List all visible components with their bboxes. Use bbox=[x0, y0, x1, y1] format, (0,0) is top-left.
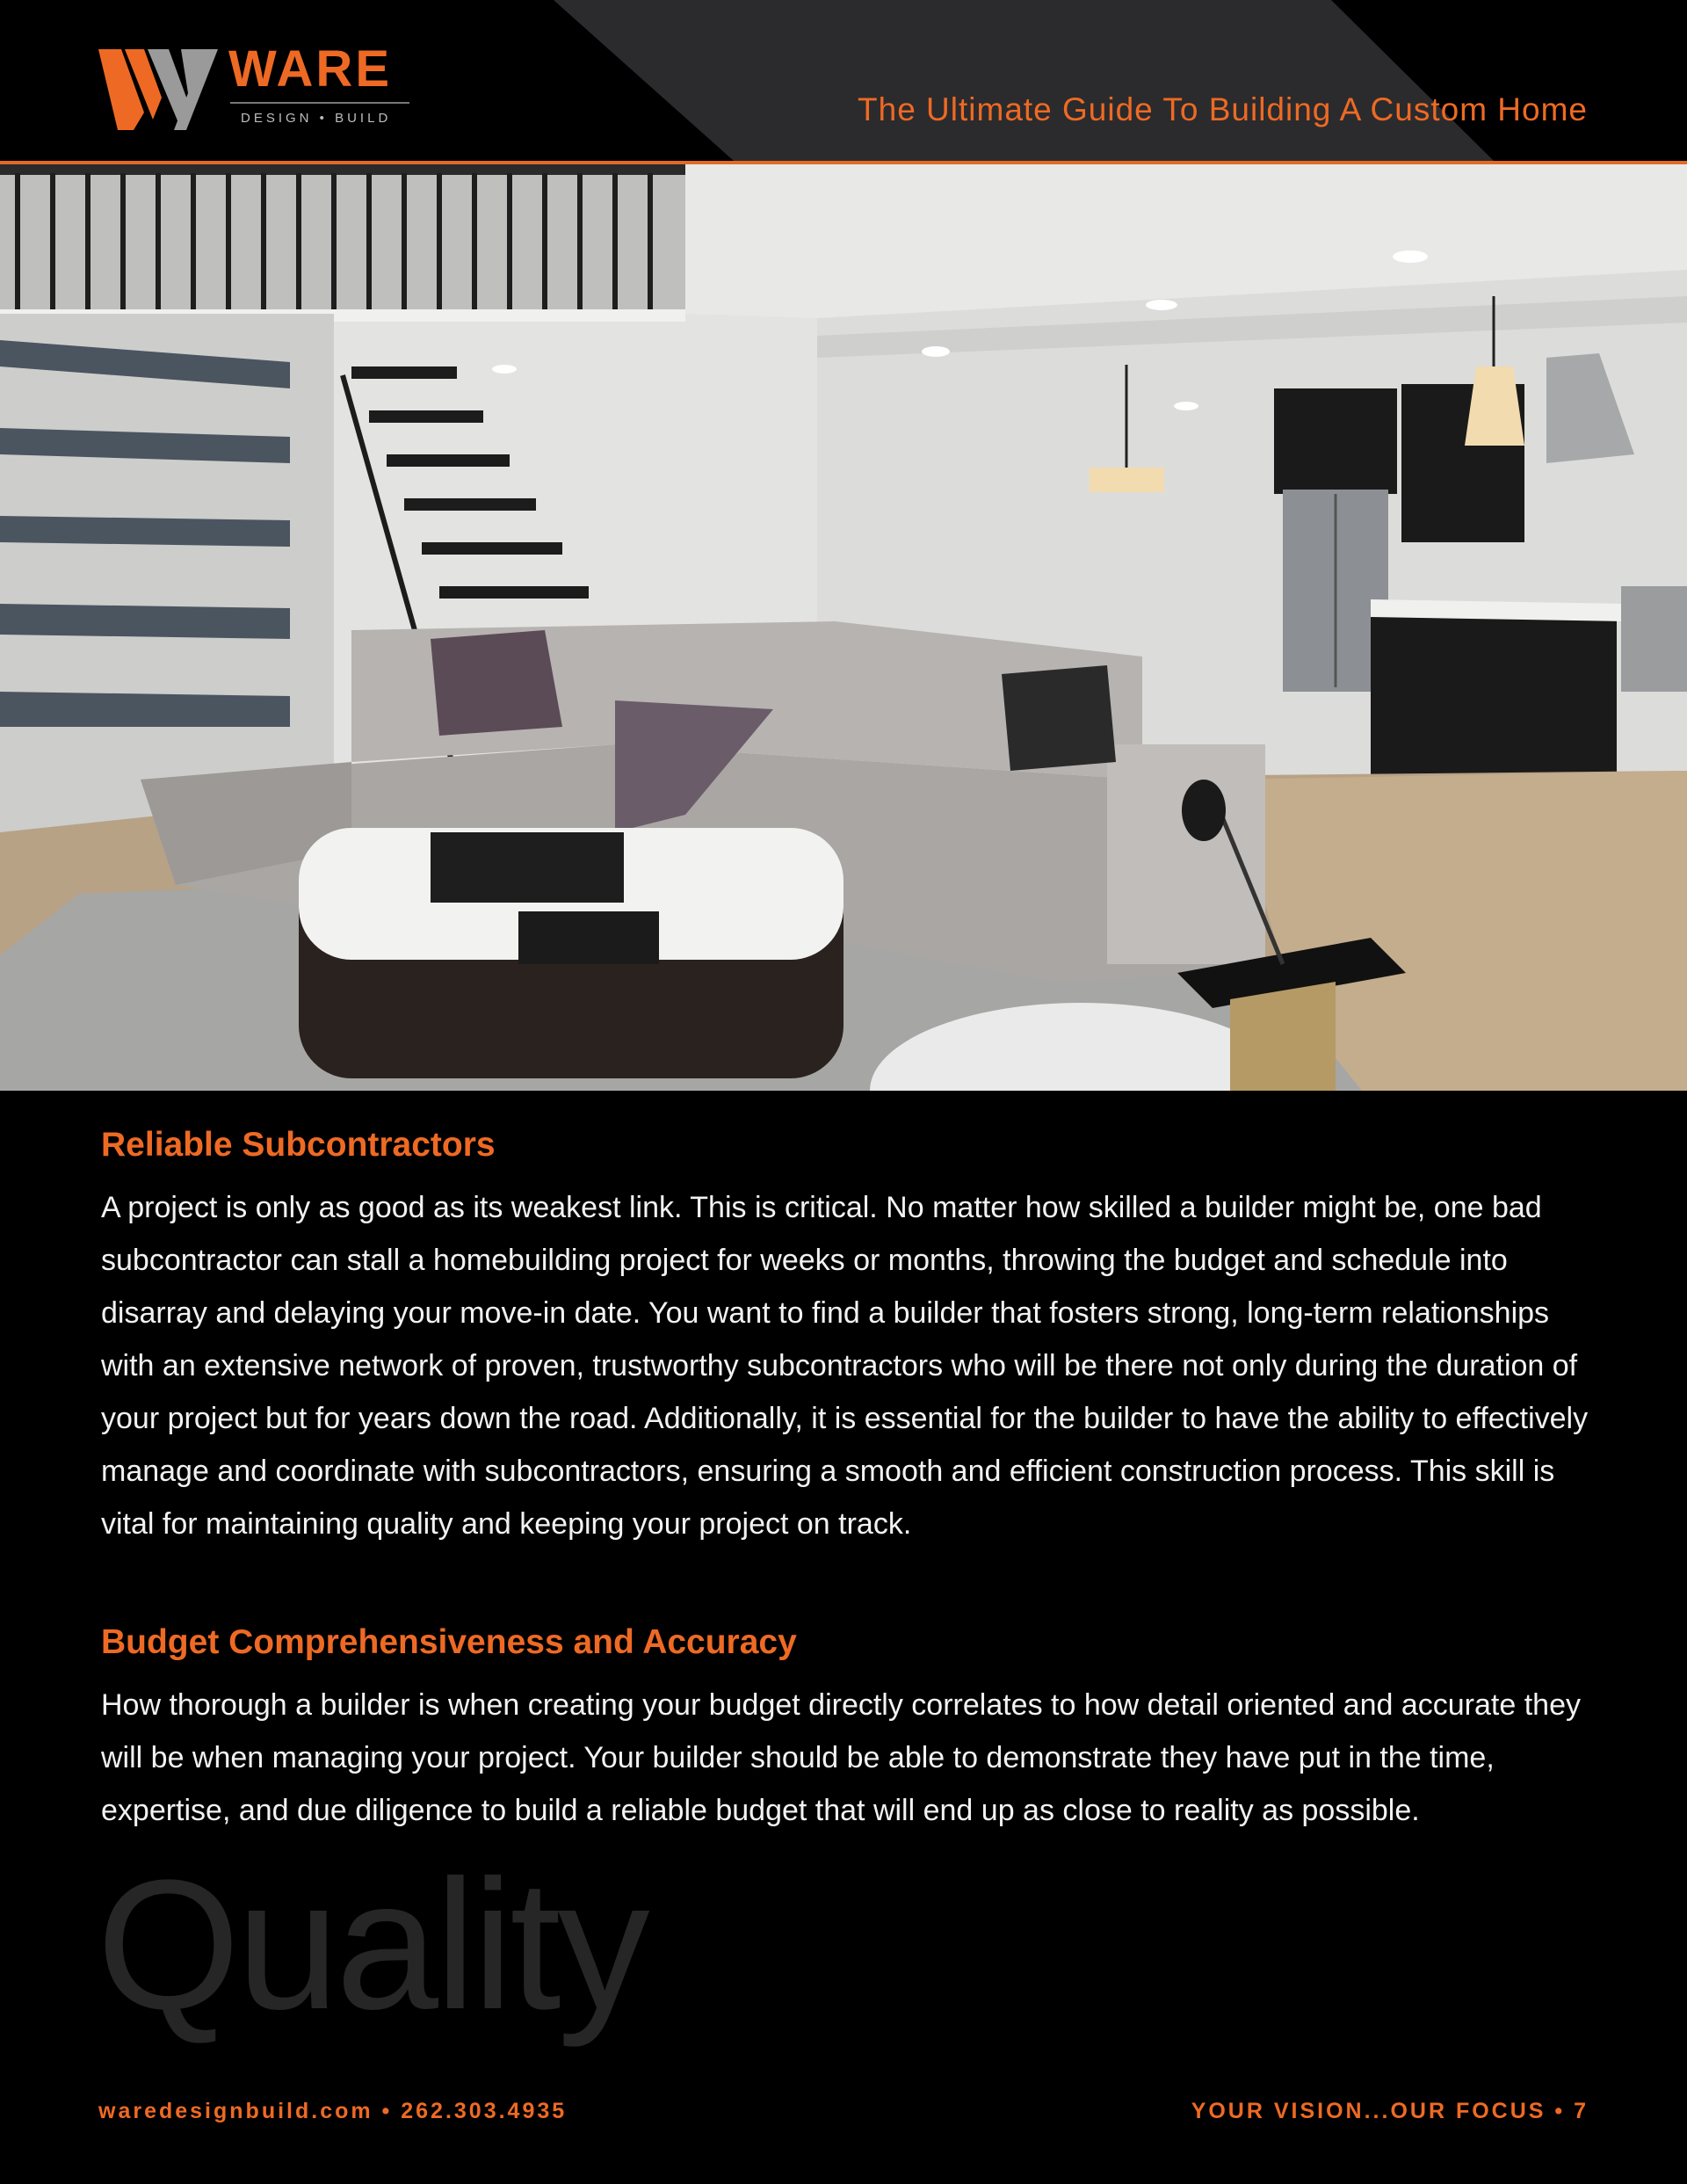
logo-wordmark: WARE bbox=[228, 40, 392, 98]
quality-watermark: Quality bbox=[97, 1841, 647, 2048]
logo-w-mark bbox=[98, 49, 218, 130]
ware-logo bbox=[98, 40, 415, 133]
guide-title: The Ultimate Guide To Building A Custom Home bbox=[858, 91, 1588, 127]
section-reliable-subcontractors bbox=[101, 1128, 1595, 1550]
section-title: Reliable Subcontractors bbox=[101, 1126, 496, 1164]
footer-contact: waredesignbuild.com • 262.303.4935 bbox=[98, 2099, 568, 2123]
living-room-photo bbox=[0, 164, 1687, 1091]
logo-tagline: DESIGN • BUILD bbox=[241, 111, 392, 126]
page-header bbox=[0, 0, 1687, 161]
section-body: How thorough a builder is when creating your budget directly correlates to how detail oriented and accurate they will be when managing your project. Your builder should be able to demonstrate they have put in the time, expertise, and due diligence to build a reliable budget that will end up as close to reality as possible. bbox=[101, 1688, 1581, 1827]
living-room-illustration bbox=[0, 164, 1687, 1091]
section-budget-accuracy bbox=[101, 1625, 1595, 1837]
logo-divider bbox=[230, 102, 409, 104]
footer-tagline-page-number: YOUR VISION...OUR FOCUS • 7 bbox=[1191, 2099, 1589, 2123]
section-title: Budget Comprehensiveness and Accuracy bbox=[101, 1623, 797, 1661]
section-body: A project is only as good as its weakest link. This is critical. No matter how skilled a builder might be, one bad subcontractor can stall a homebuilding project for weeks or months, throwing the budget and schedule into disarray and delaying your move-in date. You want to find a builder that fosters strong, long-term relationships with an extensive network of proven, trustworthy subcontractors who will be there not only during the duration of your project but for years down the road. Additionally, it is essential for the builder to have the ability to effectively manage and coordinate with subcontractors, ensuring a smooth and efficient construction process. This skill is vital for maintaining quality and keeping your project on track. bbox=[101, 1191, 1589, 1541]
